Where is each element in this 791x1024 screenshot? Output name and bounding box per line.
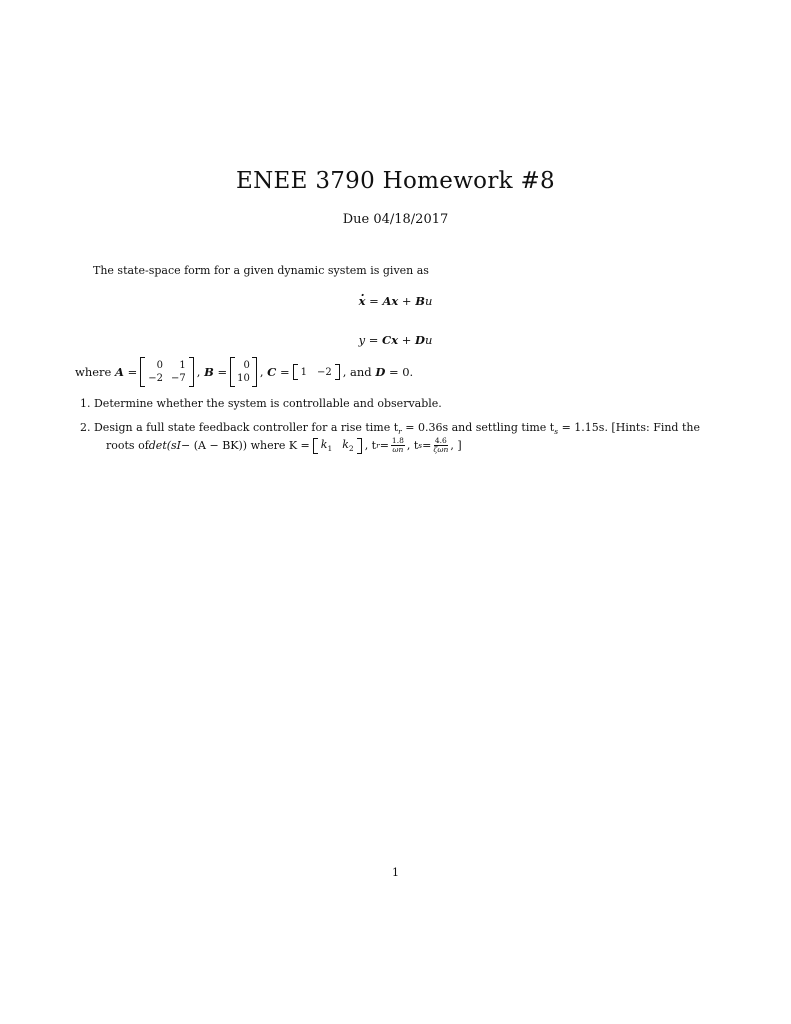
eq2-equals: = — [368, 333, 379, 347]
A-equals: = — [127, 365, 138, 379]
k1-sub: 1 — [327, 444, 333, 454]
question-2-line2 — [106, 437, 462, 454]
B-label: B — [204, 365, 214, 379]
ts-label: , t — [406, 439, 419, 452]
eq2-plus: + — [401, 333, 412, 347]
eq1-B: B — [415, 294, 425, 308]
q2-where: − (A − BK)) where K = — [181, 439, 310, 452]
q2-det: det(sI — [148, 439, 182, 452]
q2-sub-s: s — [554, 427, 559, 437]
eq1-lhs: . x — [359, 294, 366, 308]
and-text: , and — [342, 365, 372, 379]
q2-text-a: 2. Design a full state feedback controller for a rise time t — [80, 421, 399, 434]
q2-roots: roots of — [106, 439, 149, 452]
eq1-x: x — [391, 294, 399, 308]
A-r1c2: 1 — [179, 360, 186, 371]
eq1-equals: = — [369, 294, 379, 308]
A-r2c1: −2 — [148, 373, 163, 384]
output-equation — [0, 333, 791, 347]
eq2-D: D — [415, 333, 425, 347]
ts-num: 4.6 — [434, 436, 447, 445]
D-value: = 0. — [388, 365, 414, 379]
eq1-u: u — [424, 294, 433, 308]
tr-fraction — [391, 437, 405, 454]
tr-label: , t — [364, 439, 377, 452]
K-vector — [313, 438, 362, 454]
matrix-definitions — [75, 356, 413, 388]
tr-sub: r — [376, 441, 380, 450]
q2-text-b: = 0.36s and settling time t — [401, 421, 555, 434]
eq2-lhs: y — [358, 333, 366, 347]
q2-end: , ] — [450, 439, 462, 452]
eq1-plus: + — [401, 294, 412, 308]
C-label: C — [267, 365, 277, 379]
eq2-u: u — [424, 333, 433, 347]
tr-den: ωn — [392, 445, 404, 454]
A-r2c2: −7 — [171, 373, 186, 384]
intro-text: The state-space form for a given dynamic system is given as — [93, 264, 429, 277]
comma-1: , — [196, 365, 201, 379]
matrix-B — [230, 357, 257, 387]
B-r1: 0 — [243, 360, 250, 371]
q2-text-c: = 1.15s. [Hints: Find the — [558, 421, 700, 434]
eq2-x: x — [391, 333, 399, 347]
B-equals: = — [217, 365, 228, 379]
page-number: 1 — [392, 866, 399, 879]
ts-eq: = — [422, 439, 432, 452]
eq2-C: C — [382, 333, 392, 347]
A-label: A — [115, 365, 124, 379]
state-equation — [0, 294, 791, 308]
ts-den: ζωn — [433, 445, 449, 454]
q2-sub-r: r — [398, 427, 402, 437]
question-2-line1 — [80, 421, 700, 436]
where-prefix: where — [75, 365, 112, 379]
k2-sub: 2 — [348, 444, 354, 454]
k1: k — [320, 437, 328, 451]
ts-fraction — [433, 437, 448, 454]
page-title: ENEE 3790 Homework #8 — [236, 168, 555, 194]
C-equals: = — [279, 365, 290, 379]
B-r2: 10 — [237, 373, 250, 384]
C-c2: −2 — [316, 366, 332, 378]
comma-2: , — [259, 365, 264, 379]
matrix-C — [293, 364, 340, 380]
tr-num: 1.8 — [391, 436, 404, 445]
ts-sub: s — [418, 441, 423, 450]
k2: k — [342, 437, 349, 451]
eq1-A: A — [382, 294, 392, 308]
C-c1: 1 — [300, 366, 307, 378]
tr-eq: = — [379, 439, 389, 452]
due-date: Due 04/18/2017 — [342, 212, 449, 227]
question-1: 1. Determine whether the system is controllable and observable. — [80, 397, 442, 410]
D-label: D — [375, 365, 386, 379]
matrix-A — [140, 357, 194, 387]
A-r1c1: 0 — [156, 360, 163, 371]
